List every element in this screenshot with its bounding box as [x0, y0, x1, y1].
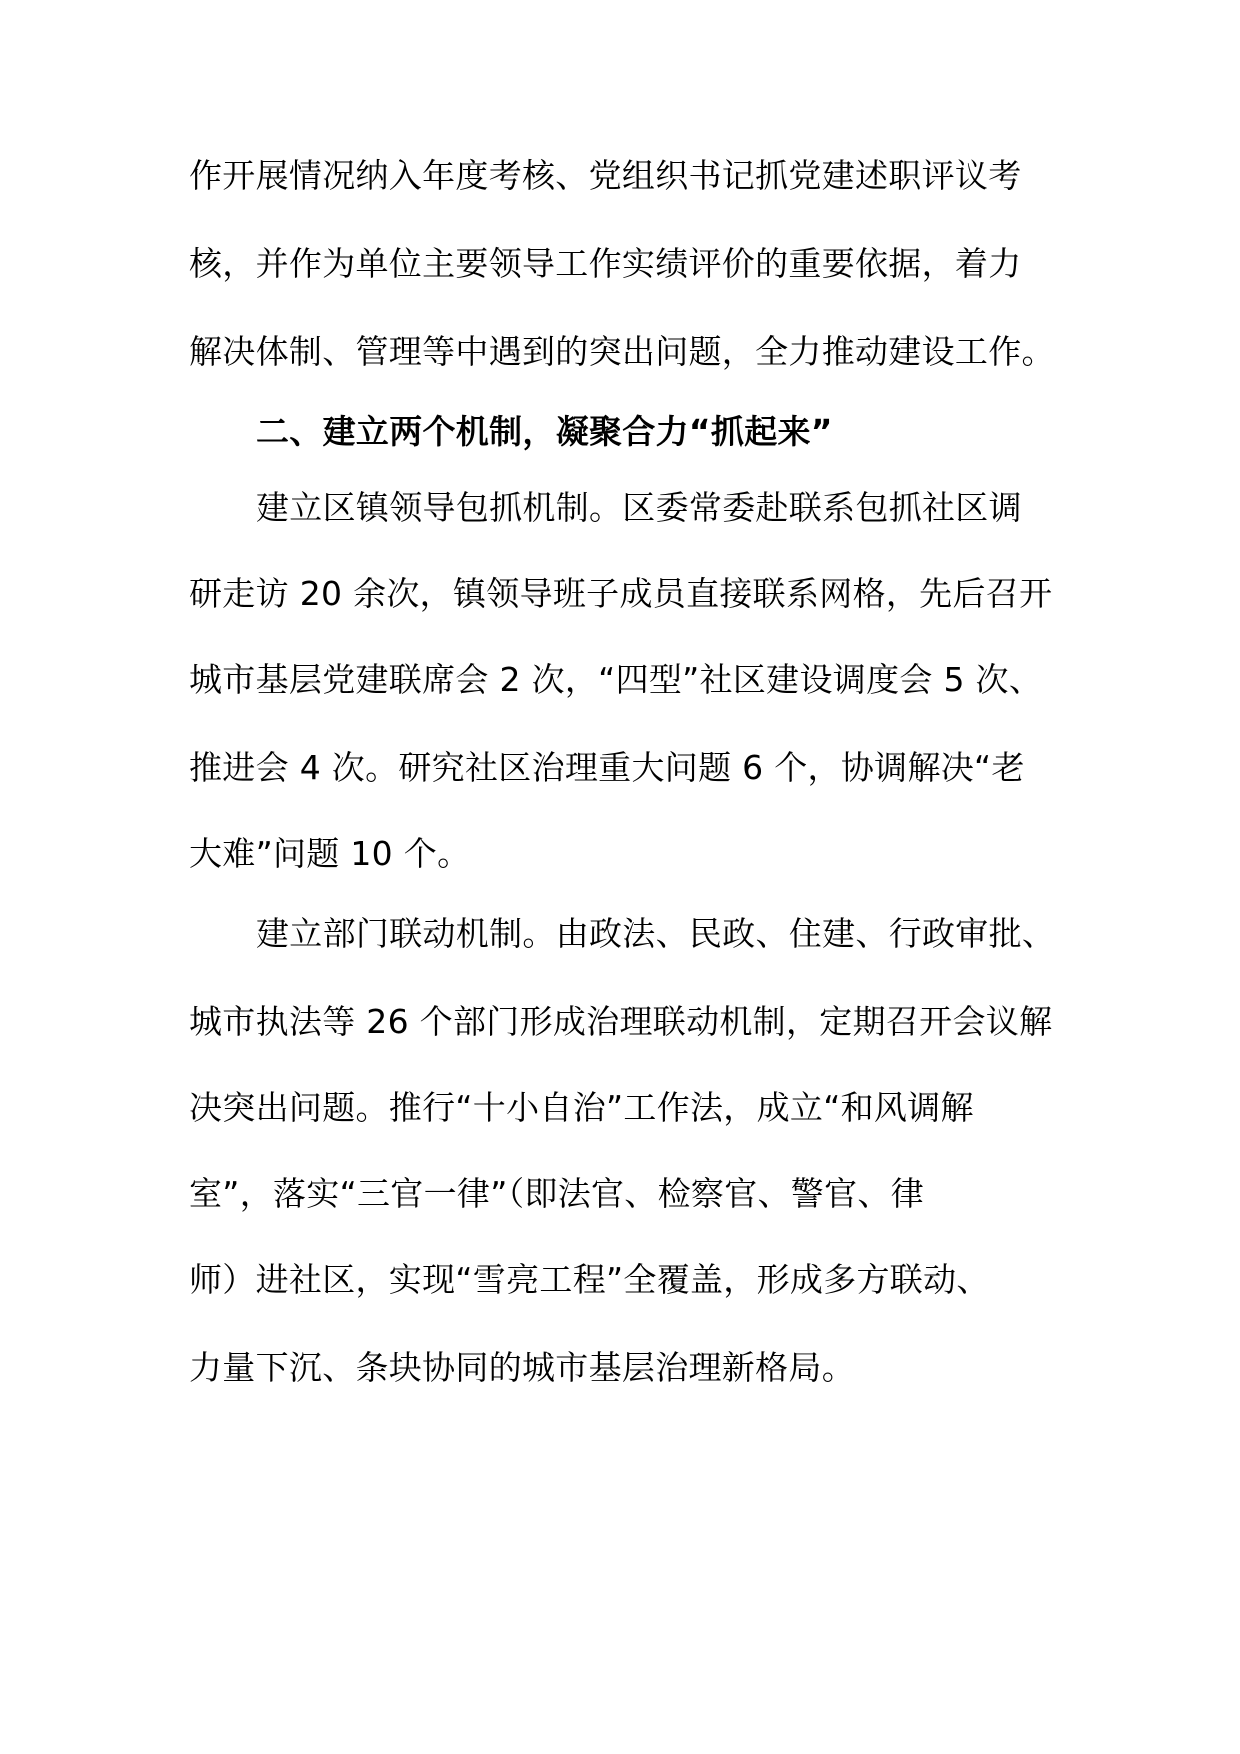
paragraph-3-line-3: 决突出问题。推行“十小自治”工作法，成立“和风调解 [189, 1088, 974, 1127]
paragraph-3-line-2: 城市执法等 26 个部门形成治理联动机制，定期召开会议解 [189, 1002, 1053, 1041]
paragraph-2-line-4: 推进会 4 次。研究社区治理重大问题 6 个，协调解决“老 [189, 748, 1025, 787]
paragraph-1-line-3: 解决体制、管理等中遇到的突出问题，全力推动建设工作。 [189, 332, 1055, 371]
paragraph-2-line-3: 城市基层党建联席会 2 次，“四型”社区建设调度会 5 次、 [189, 660, 1043, 699]
section-heading: 二、建立两个机制，凝聚合力“抓起来” [256, 412, 833, 451]
paragraph-3-line-6: 力量下沉、条块协同的城市基层治理新格局。 [189, 1348, 855, 1387]
paragraph-2-line-1: 建立区镇领导包抓机制。区委常委赴联系包抓社区调 [256, 488, 1022, 527]
paragraph-3-line-1: 建立部门联动机制。由政法、民政、住建、行政审批、 [256, 914, 1056, 953]
paragraph-1-line-1: 作开展情况纳入年度考核、党组织书记抓党建述职评议考 [189, 156, 1022, 195]
paragraph-2-line-5: 大难”问题 10 个。 [189, 834, 471, 873]
paragraph-3-line-4: 室”，落实“三官一律”（即法官、检察官、警官、律 [189, 1174, 924, 1213]
paragraph-1-line-2: 核，并作为单位主要领导工作实绩评价的重要依据，着力 [189, 244, 1022, 283]
paragraph-2-line-2: 研走访 20 余次，镇领导班子成员直接联系网格，先后召开 [189, 574, 1053, 613]
paragraph-3-line-5: 师）进社区，实现“雪亮工程”全覆盖，形成多方联动、 [189, 1260, 990, 1299]
